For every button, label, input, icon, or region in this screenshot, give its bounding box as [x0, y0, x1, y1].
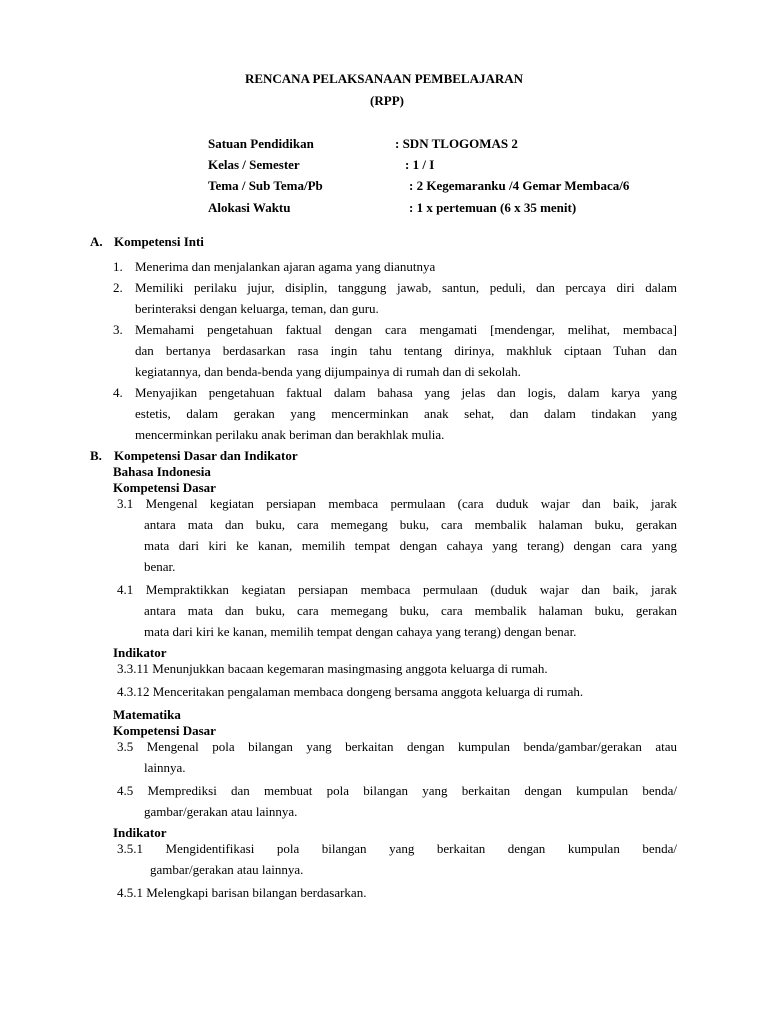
section-heading: Kompetensi Inti [114, 234, 204, 249]
subheading: Kompetensi Dasar [113, 480, 216, 495]
document-title: RENCANA PELAKSANAAN PEMBELAJARAN [244, 71, 524, 86]
subheading: Indikator [113, 645, 167, 660]
list-item-line: mencerminkan perilaku anak beriman dan berakhlak mulia. [135, 427, 445, 442]
indicator-line: gambar/gerakan atau lainnya. [150, 862, 304, 877]
list-item-line: Memiliki perilaku jujur, disiplin, tanggung jawab, santun, peduli, dan percaya diri dalam [135, 280, 677, 295]
kd-line: antara mata dan buku, cara memegang buku, cara membalik halaman buku, gerakan [144, 517, 677, 532]
list-item-line: estetis, dalam gerakan yang mencerminkan anak sehat, dan dalam tindakan yang [135, 406, 677, 421]
list-item-line: Memahami pengetahuan faktual dengan cara mengamati [mendengar, melihat, membaca] [135, 322, 677, 337]
list-item-line: Menyajikan pengetahuan faktual dalam bahasa yang jelas dan logis, dalam karya yang [135, 385, 677, 400]
list-number: 4. [113, 385, 123, 400]
kd-line: 3.1 Mengenal kegiatan persiapan membaca permulaan (cara duduk wajar dan baik, jarak [117, 496, 677, 511]
list-item-line: dan bertanya berdasarkan rasa ingin tahu tentang dirinya, makhluk ciptaan Tuhan dan [135, 343, 677, 358]
list-number: 1. [113, 259, 123, 274]
identity-value: : SDN TLOGOMAS 2 [395, 136, 518, 151]
kd-line: mata dari kiri ke kanan, memilih tempat dengan cahaya yang terang) dengan benar. [144, 624, 577, 639]
kd-line: 3.5 Mengenal pola bilangan yang berkaitan dengan kumpulan benda/gambar/gerakan atau [117, 739, 677, 754]
list-item-line: kegiatannya, dan benda-benda yang dijumpainya di rumah dan di sekolah. [135, 364, 521, 379]
identity-label: Tema / Sub Tema/Pb [208, 178, 323, 193]
document-subtitle: (RPP) [370, 93, 404, 108]
indicator-line: 4.3.12 Menceritakan pengalaman membaca dongeng bersama anggota keluarga di rumah. [117, 684, 584, 699]
subheading: Indikator [113, 825, 167, 840]
list-item-line: Menerima dan menjalankan ajaran agama yang dianutnya [135, 259, 436, 274]
subject-heading: Bahasa Indonesia [113, 464, 211, 479]
subheading: Kompetensi Dasar [113, 723, 216, 738]
indicator-line: 4.5.1 Melengkapi barisan bilangan berdasarkan. [117, 885, 367, 900]
kd-line: gambar/gerakan atau lainnya. [144, 804, 298, 819]
list-number: 3. [113, 322, 123, 337]
list-item-line: berinteraksi dengan keluarga, teman, dan guru. [135, 301, 379, 316]
list-number: 2. [113, 280, 123, 295]
indicator-line: 3.3.11 Menunjukkan bacaan kegemaran masingmasing anggota keluarga di rumah. [117, 661, 548, 676]
kd-line: mata dari kiri ke kanan, memilih tempat dengan cahaya yang terang) dengan cara yang [144, 538, 677, 553]
kd-line: 4.5 Memprediksi dan membuat pola bilangan yang berkaitan dengan kumpulan benda/ [117, 783, 677, 798]
identity-label: Satuan Pendidikan [208, 136, 314, 151]
kd-line: benar. [144, 559, 176, 574]
identity-value: : 2 Kegemaranku /4 Gemar Membaca/6 [409, 178, 630, 193]
kd-line: antara mata dan buku, cara memegang buku, cara membalik halaman buku, gerakan [144, 603, 677, 618]
subject-heading: Matematika [113, 707, 181, 722]
identity-value: : 1 / I [405, 157, 435, 172]
section-letter: A. [90, 234, 103, 249]
section-letter: B. [90, 448, 102, 463]
section-heading: Kompetensi Dasar dan Indikator [114, 448, 298, 463]
indicator-line: 3.5.1 Mengidentifikasi pola bilangan yang berkaitan dengan kumpulan benda/ [117, 841, 677, 856]
identity-label: Alokasi Waktu [208, 200, 291, 215]
kd-line: 4.1 Mempraktikkan kegiatan persiapan membaca permulaan (duduk wajar dan baik, jarak [117, 582, 677, 597]
kd-line: lainnya. [144, 760, 186, 775]
identity-value: : 1 x pertemuan (6 x 35 menit) [409, 200, 577, 215]
identity-label: Kelas / Semester [208, 157, 300, 172]
